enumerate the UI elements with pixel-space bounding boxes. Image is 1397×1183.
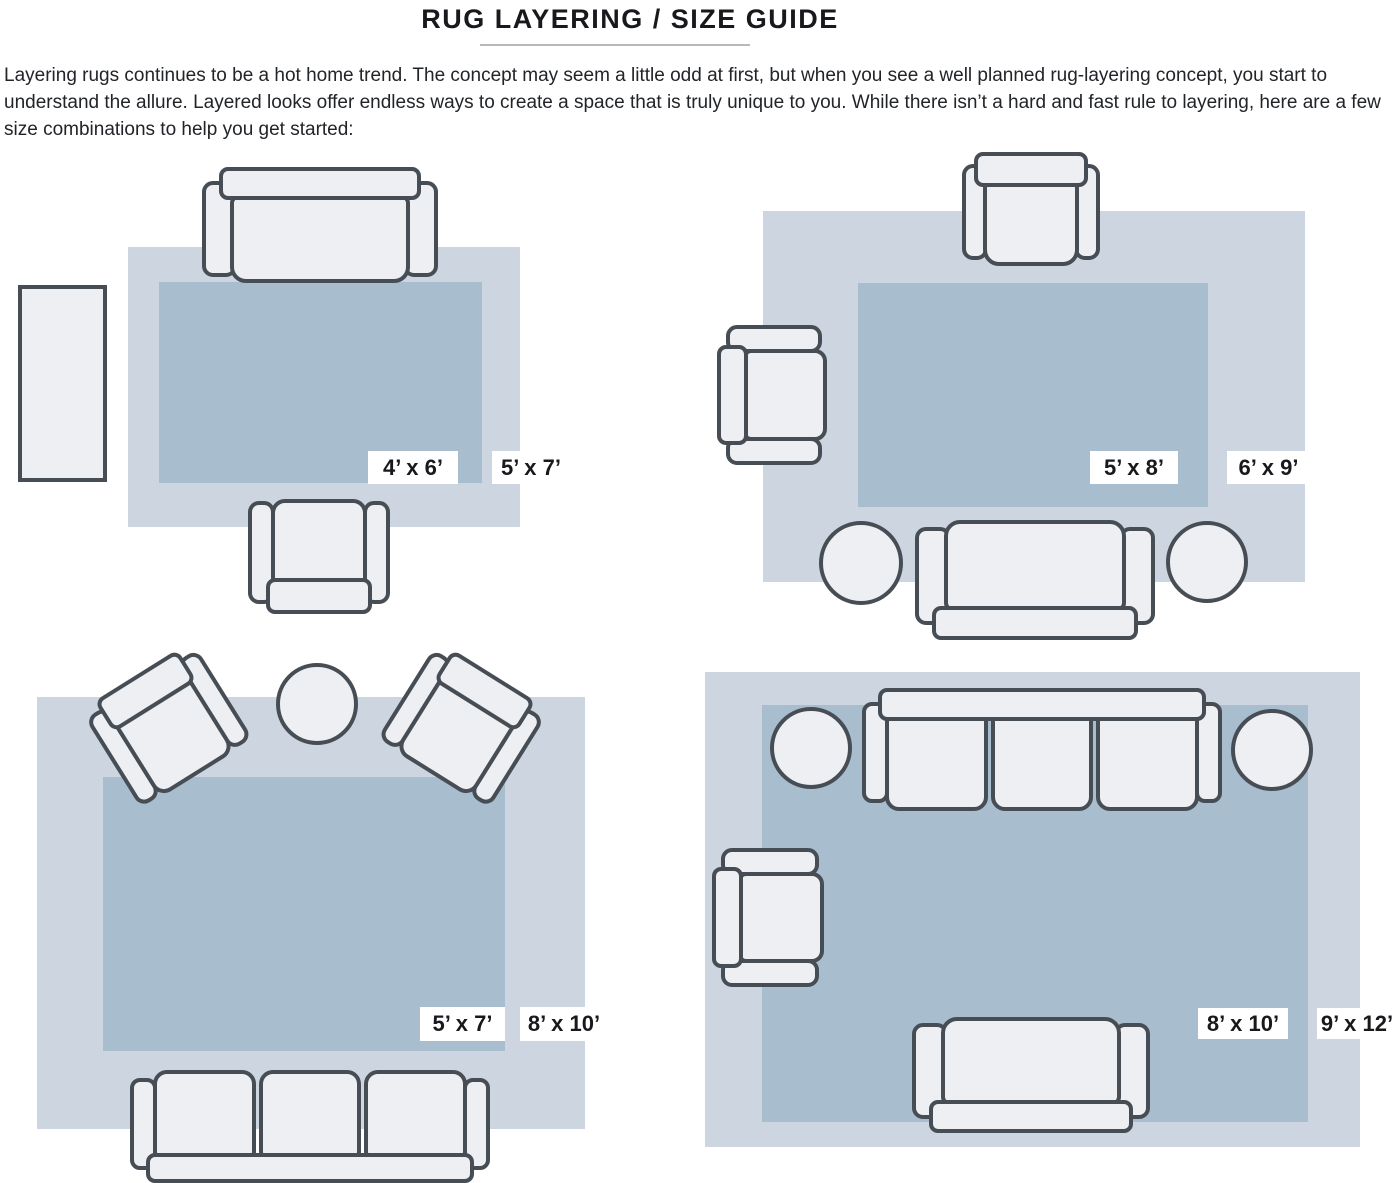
sofa — [202, 167, 438, 285]
sofa-seat-cushion — [364, 1070, 467, 1160]
armchair-seat — [743, 349, 827, 441]
inner-rug-size-label: 5’ x 8’ — [1090, 451, 1178, 484]
sofa-back-cushion — [146, 1153, 474, 1183]
loveseat-back-cushion — [929, 1100, 1134, 1133]
armchair-back-cushion — [717, 345, 748, 446]
chair-seat — [983, 180, 1080, 266]
armchair — [717, 325, 830, 465]
loveseat — [915, 518, 1155, 640]
round-table — [276, 663, 358, 745]
inner-rug-size-label: 4’ x 6’ — [368, 451, 458, 484]
outer-rug-size-label: 5’ x 7’ — [492, 451, 570, 484]
outer-rug-size-label: 9’ x 12’ — [1317, 1008, 1397, 1039]
inner-rug-size-label: 8’ x 10’ — [1198, 1008, 1288, 1039]
sofa-seat-cushion — [885, 713, 988, 811]
page-title: RUG LAYERING / SIZE GUIDE — [421, 4, 839, 34]
inner-rug-size-label: 5’ x 7’ — [420, 1007, 505, 1041]
sofa-back-cushion — [878, 688, 1206, 721]
armchair-back-cushion — [266, 578, 371, 614]
sofa-seat-cushion — [259, 1070, 362, 1160]
chair-back-cushion — [974, 152, 1087, 187]
armchair-seat — [738, 872, 823, 964]
three-seat-sofa — [862, 688, 1222, 814]
intro-paragraph: Layering rugs continues to be a hot home trend. The concept may seem a little odd at first, but when you see a well planned rug-layering concept, you start to understand the allure. Layered looks offer endless ways to create a space that is truly unique to you. While there isn’t a hard and fast rule to layering, here are a few size combinations to help you get started: — [4, 65, 1381, 140]
loveseat-seat — [941, 1017, 1122, 1104]
armchair-back-cushion — [712, 867, 743, 967]
sofa-seat-cushion — [1096, 713, 1199, 811]
outer-rug-size-label: 6’ x 9’ — [1227, 451, 1310, 484]
armchair-seat — [271, 499, 368, 588]
loveseat — [912, 1015, 1150, 1133]
three-seat-sofa — [130, 1068, 490, 1183]
round-pouf — [770, 707, 852, 789]
round-pouf — [819, 521, 903, 605]
armchair — [712, 848, 827, 987]
round-pouf — [1231, 709, 1313, 791]
title-divider — [480, 44, 750, 46]
media-console — [18, 285, 107, 482]
sofa-seat-cushion — [991, 713, 1094, 811]
sofa-back-cushion — [219, 167, 422, 200]
sofa-seat-cushion — [153, 1070, 256, 1160]
loveseat-seat — [944, 520, 1126, 610]
oversized-chair — [962, 152, 1100, 268]
loveseat-back-cushion — [932, 606, 1138, 640]
armchair — [248, 494, 390, 614]
outer-rug-size-label: 8’ x 10’ — [520, 1007, 608, 1041]
sofa-seat — [230, 195, 409, 282]
round-pouf — [1166, 521, 1248, 603]
